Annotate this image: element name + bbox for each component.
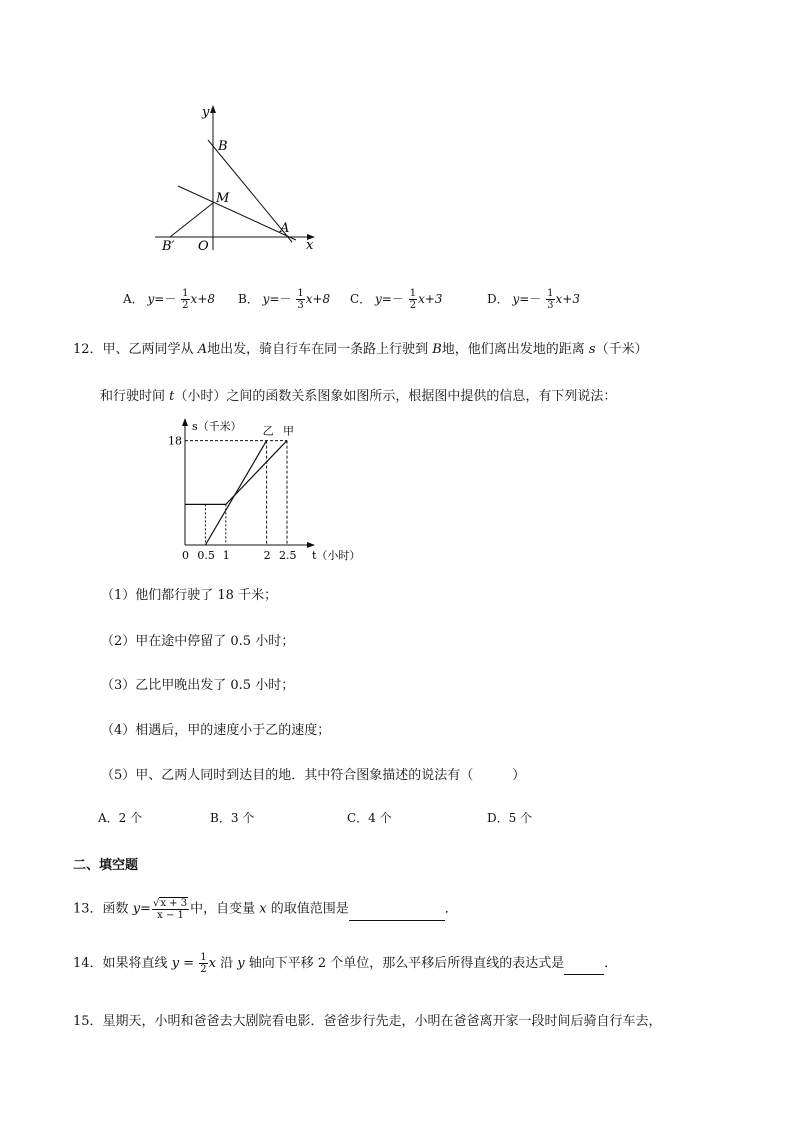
fraction: $\frac{1}{2}$ — [182, 288, 189, 311]
label-A: A — [280, 221, 290, 236]
q12-option-c: C．4 个 — [347, 811, 392, 825]
distance-time-chart — [160, 415, 380, 565]
q11-option-a: A． y=－ $\frac{1}{2}$ x+8 — [123, 288, 216, 311]
fraction: $\frac{1}{2}$ — [200, 952, 207, 975]
y-tick-label: 18 — [168, 434, 182, 448]
label-B: B — [218, 139, 228, 154]
x-tick-label: 0 — [182, 549, 189, 562]
q12-line1: 12．甲、乙两同学从 A地出发，骑自行车在同一条路上行驶到 B地，他们离出发地的距离 s（千米） — [73, 342, 648, 357]
chart-xlabel: t（小时） — [312, 549, 361, 562]
q12-option-d: D．5 个 — [487, 811, 533, 825]
y-axis-arrow — [210, 105, 216, 113]
q12-line2: 和行驶时间 t（小时）之间的函数关系图象如图所示，根据图中提供的信息，有下列说法： — [100, 389, 617, 404]
x-tick-label: 2 — [263, 549, 271, 562]
chart-y-axis-arrow — [182, 418, 188, 426]
q15-line1: 15．星期天，小明和爸爸去大剧院看电影．爸爸步行先走，小明在爸爸离开家一段时间后骑自行车去， — [73, 1014, 662, 1029]
fraction: $\frac{1}{3}$ — [547, 288, 554, 311]
q12-statement-2: （2）甲在途中停留了 0.5 小时； — [101, 634, 295, 649]
answer-blank[interactable] — [349, 920, 445, 921]
x-tick-label: 0.5 — [197, 549, 215, 562]
q11-option-c: C． y=－ $\frac{1}{2}$ x+3 — [350, 288, 443, 311]
chart-ylabel: s（千米） — [192, 420, 242, 433]
series-line — [185, 441, 287, 505]
q12-statement-3: （3）乙比甲晚出发了 0.5 小时； — [101, 678, 295, 693]
label-x: x — [306, 238, 314, 253]
q13: 13．函数 y= $\frac{√x + 3}{x - 1}$ 中，自变量 x 的取值范围是 ． — [73, 898, 458, 921]
answer-blank[interactable] — [564, 974, 604, 975]
x-tick-label: 1 — [222, 549, 230, 562]
label-O: O — [198, 239, 209, 254]
fraction: $\frac{1}{2}$ — [409, 288, 417, 311]
q11-option-d: D． y=－ $\frac{1}{3}$ x+3 — [487, 288, 580, 311]
q14: 14．如果将直线 y = $\frac{1}{2}$ x 沿 y 轴向下平移 2 个单位，那么平移后所得直线的表达式是 ． — [73, 952, 618, 975]
series-label: 乙 — [262, 424, 274, 438]
q11-option-b: B． y=－ $\frac{1}{3}$ x+8 — [238, 288, 331, 311]
q12-option-b: B．3 个 — [210, 811, 255, 825]
q12-statement-4: （4）相遇后，甲的速度小于乙的速度； — [101, 723, 331, 738]
line-MA — [178, 186, 296, 240]
x-tick-label: 2.5 — [279, 549, 297, 562]
label-y: y — [202, 105, 210, 120]
label-Bprime: B′ — [162, 239, 175, 254]
geometry-figure — [150, 100, 330, 260]
section-title: 二、填空题 — [73, 858, 139, 873]
label-M: M — [216, 191, 230, 206]
q12-statement-5: （5）甲、乙两人同时到达目的地．其中符合图象描述的说法有（ ） — [101, 768, 526, 783]
series-label: 甲 — [283, 424, 294, 438]
line-BpM — [170, 203, 213, 237]
chart-x-axis-arrow — [307, 542, 315, 548]
series-line — [205, 441, 266, 545]
q12-statement-1: （1）他们都行驶了 18 千米； — [101, 588, 278, 603]
q12-option-a: A．2 个 — [98, 811, 143, 825]
fraction: $\frac{√x + 3}{x - 1}$ — [152, 898, 188, 921]
fraction: $\frac{1}{3}$ — [297, 288, 304, 311]
